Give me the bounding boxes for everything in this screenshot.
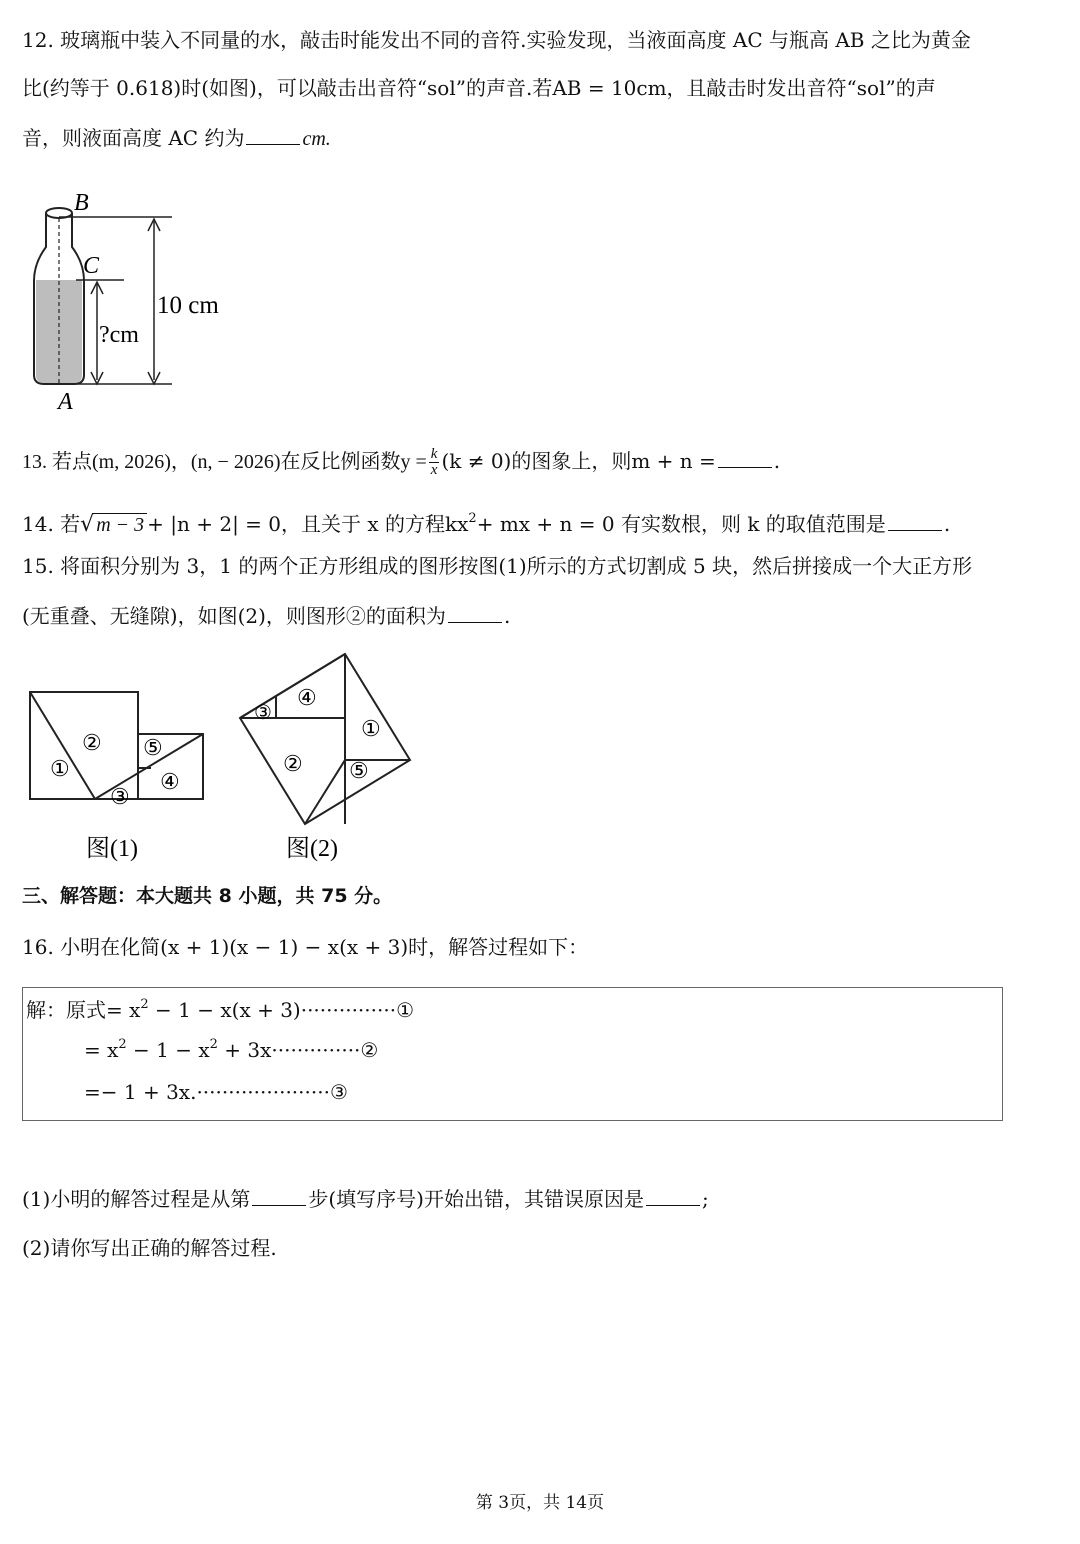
figure-2	[240, 654, 410, 824]
section-3-count: 8	[218, 885, 232, 907]
fig2-outer-square	[240, 654, 410, 824]
solution-step-2	[84, 1037, 378, 1062]
bottle-figure	[20, 185, 240, 415]
q14-mid: + |n + 2| = 0，且关于 x 的方程kx	[147, 512, 469, 536]
answer-blank-reason	[646, 1187, 700, 1206]
answer-blank-q12	[246, 126, 300, 145]
q14-sqrt-content: m − 3	[94, 513, 147, 536]
q13-post: (k ≠ 0)的图象上，则m + n =	[441, 449, 716, 473]
q14-line	[22, 504, 950, 540]
step1-sup: 2	[140, 997, 149, 1012]
section-3-suffix: 分。	[347, 885, 393, 907]
section-3-prefix: 三、解答题：本大题共	[22, 885, 219, 907]
answer-blank-q13	[718, 449, 772, 468]
q12-line-3	[22, 126, 331, 151]
fig2-diagonal-cut	[305, 760, 345, 824]
step1-rest: − 1 − x(x + 3)	[148, 998, 301, 1022]
step1-prefix: 解：原式= x	[26, 998, 141, 1022]
step2-dots: ··············②	[271, 1038, 379, 1062]
section-3-heading	[22, 884, 392, 908]
fig2-caption: 图(2)	[286, 836, 338, 862]
fig2-piece-3: ③	[254, 702, 272, 724]
step3-text: =− 1 + 3x.	[84, 1080, 197, 1104]
q15-line-1: 15. 将面积分别为 3，1 的两个正方形组成的图形按图(1)所示的方式切割成 5 块，然后拼接成一个大正方形	[22, 554, 973, 578]
step2-sup: 2	[118, 1037, 127, 1052]
step1-dots: ···············①	[300, 998, 415, 1022]
part1-pre: (1)小明的解答过程是从第	[22, 1187, 251, 1211]
q14-pre: 14. 若	[22, 512, 81, 536]
part1-end: ;	[701, 1187, 709, 1211]
q16-part-2: (2)请你写出正确的解答过程.	[22, 1236, 277, 1260]
answer-blank-step	[252, 1187, 306, 1206]
q13-frac-den: x	[430, 462, 438, 478]
q13-fraction	[429, 447, 440, 478]
q12-line-2: 比(约等于 0.618)时(如图)，可以敲击出音符“sol”的声音.若AB = 10cm，且敲击时发出音符“sol”的声	[22, 76, 936, 100]
q13-end: .	[773, 449, 781, 473]
solution-step-1	[26, 994, 414, 1023]
page-footer: 第 3页，共 14页	[475, 1493, 605, 1513]
q15-end: .	[503, 604, 511, 628]
q12-line-1: 12. 玻璃瓶中装入不同量的水，敲击时能发出不同的音符.实验发现，当液面高度 AC 与瓶高 AB 之比为黄金	[22, 28, 971, 52]
step2-prefix: = x	[84, 1038, 119, 1062]
q14-sup: 2	[468, 511, 477, 526]
q14-end: .	[943, 512, 951, 536]
q16-part-1	[22, 1187, 709, 1211]
q12-line-3-text: 音，则液面高度 AC 约为	[22, 126, 245, 150]
section-3-points: 75	[321, 885, 348, 907]
q12-unit: cm.	[302, 128, 331, 150]
fig2-piece-2: ②	[283, 751, 303, 776]
answer-blank-q15	[448, 604, 502, 623]
fig1-piece-2: ②	[82, 730, 102, 755]
label-b: B	[74, 190, 89, 216]
part1-mid: 步(填写序号)开始出错，其错误原因是	[308, 1187, 644, 1211]
solution-step-3	[84, 1080, 348, 1104]
fig2-piece-5: ⑤	[349, 758, 369, 783]
fig1-piece-5: ⑤	[143, 735, 163, 760]
q14-post: + mx + n = 0 有实数根，则 k 的取值范围是	[476, 512, 886, 536]
section-3-middle: 小题，共	[231, 885, 322, 907]
sqrt-sign: √	[80, 512, 95, 537]
step2-rest: + 3x	[217, 1038, 272, 1062]
step3-dots: ·····················③	[196, 1080, 348, 1104]
q16-stem: 16. 小明在化简(x + 1)(x − 1) − x(x + 3)时，解答过程如下：	[22, 935, 589, 959]
answer-blank-q14	[888, 512, 942, 531]
fig1-piece-1: ①	[50, 756, 70, 781]
step2-sup-2: 2	[209, 1037, 218, 1052]
fig2-piece-1: ①	[361, 716, 381, 741]
fig1-piece-4: ④	[160, 769, 180, 794]
fig1-piece-3: ③	[110, 784, 130, 809]
q13-frac-num: k	[430, 446, 438, 462]
fig2-piece-4: ④	[297, 685, 317, 710]
square-figures	[20, 648, 420, 868]
fig1-caption: 图(1)	[86, 836, 138, 862]
height-label: 10 cm	[157, 292, 219, 319]
label-c: C	[83, 253, 100, 279]
q15-line-2-text: (无重叠、无缝隙)，如图(2)，则图形②的面积为	[22, 604, 446, 628]
q13-pre: 13. 若点(m, 2026)，(n, − 2026)在反比例函数y =	[22, 451, 427, 473]
unknown-label: ?cm	[99, 322, 139, 348]
q13-line	[22, 446, 780, 478]
q15-line-2	[22, 604, 510, 628]
label-a: A	[58, 389, 73, 415]
step2-mid: − 1 − x	[126, 1038, 210, 1062]
